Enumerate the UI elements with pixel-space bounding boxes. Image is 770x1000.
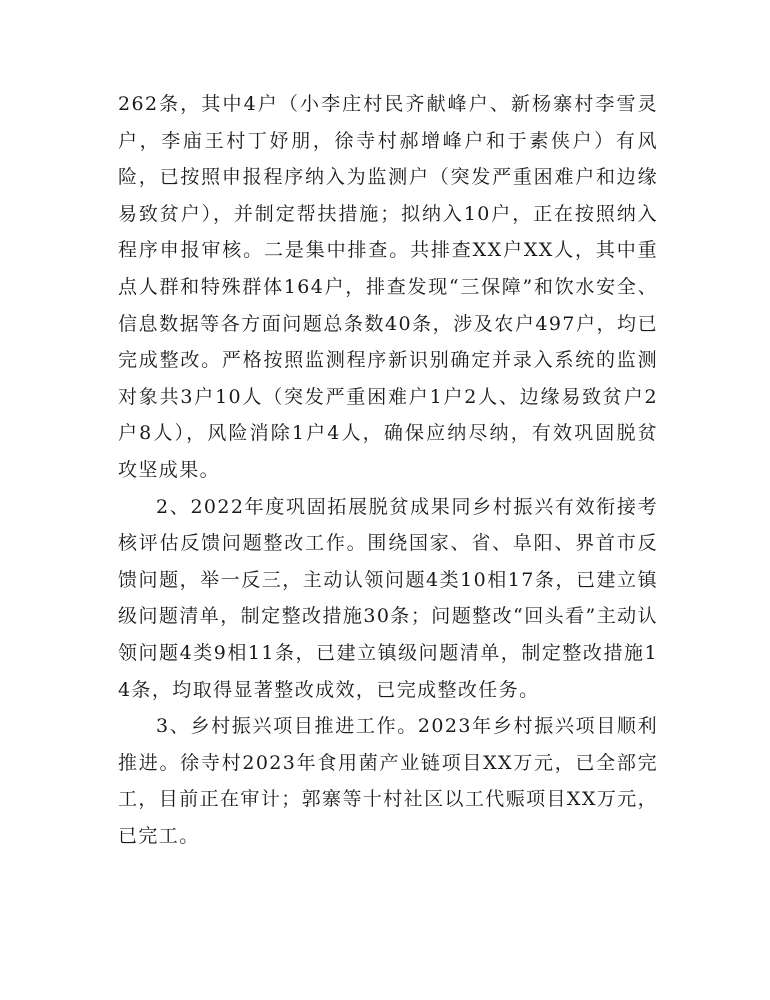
- document-body: [118, 86, 658, 854]
- paragraph-item-2: 2、2022年度巩固拓展脱贫成果同乡村振兴有效衔接考核评估反馈问题整改工作。围绕国家、省、阜阳、界首市反馈问题，举一反三，主动认领问题4类10相17条，已建立镇级问题清单，制定整改措施30条；问题整改“回头看”主动认领问题4类9相11条，已建立镇级问题清单，制定整改措施14条，均取得显著整改成效，已完成整改任务。: [118, 495, 658, 701]
- paragraph-continuation: 262条，其中4户（小李庄村民齐献峰户、新杨寨村李雪灵户，李庙王村丁妤朋，徐寺村郝增峰户和于素侠户）有风险，已按照申报程序纳入为监测户（突发严重困难户和边缘易致贫户），并制定帮扶措施；拟纳入10户，正在按照纳入程序申报审核。二是集中排查。共排查XX户XX人，其中重点人群和特殊群体164户，排查发现“三保障”和饮水安全、信息数据等各方面问题总条数40条，涉及农户497户，均已完成整改。严格按照监测程序新识别确定并录入系统的监测对象共3户10人（突发严重困难户1户2人、边缘易致贫户2户8人），风险消除1户4人，确保应纳尽纳，有效巩固脱贫攻坚成果。: [118, 93, 658, 481]
- paragraph-item-3: 3、乡村振兴项目推进工作。2023年乡村振兴项目顺利推进。徐寺村2023年食用菌产业链项目XX万元，已全部完工，目前正在审计；郭寨等十村社区以工代赈项目XX万元，已完工。: [118, 715, 658, 847]
